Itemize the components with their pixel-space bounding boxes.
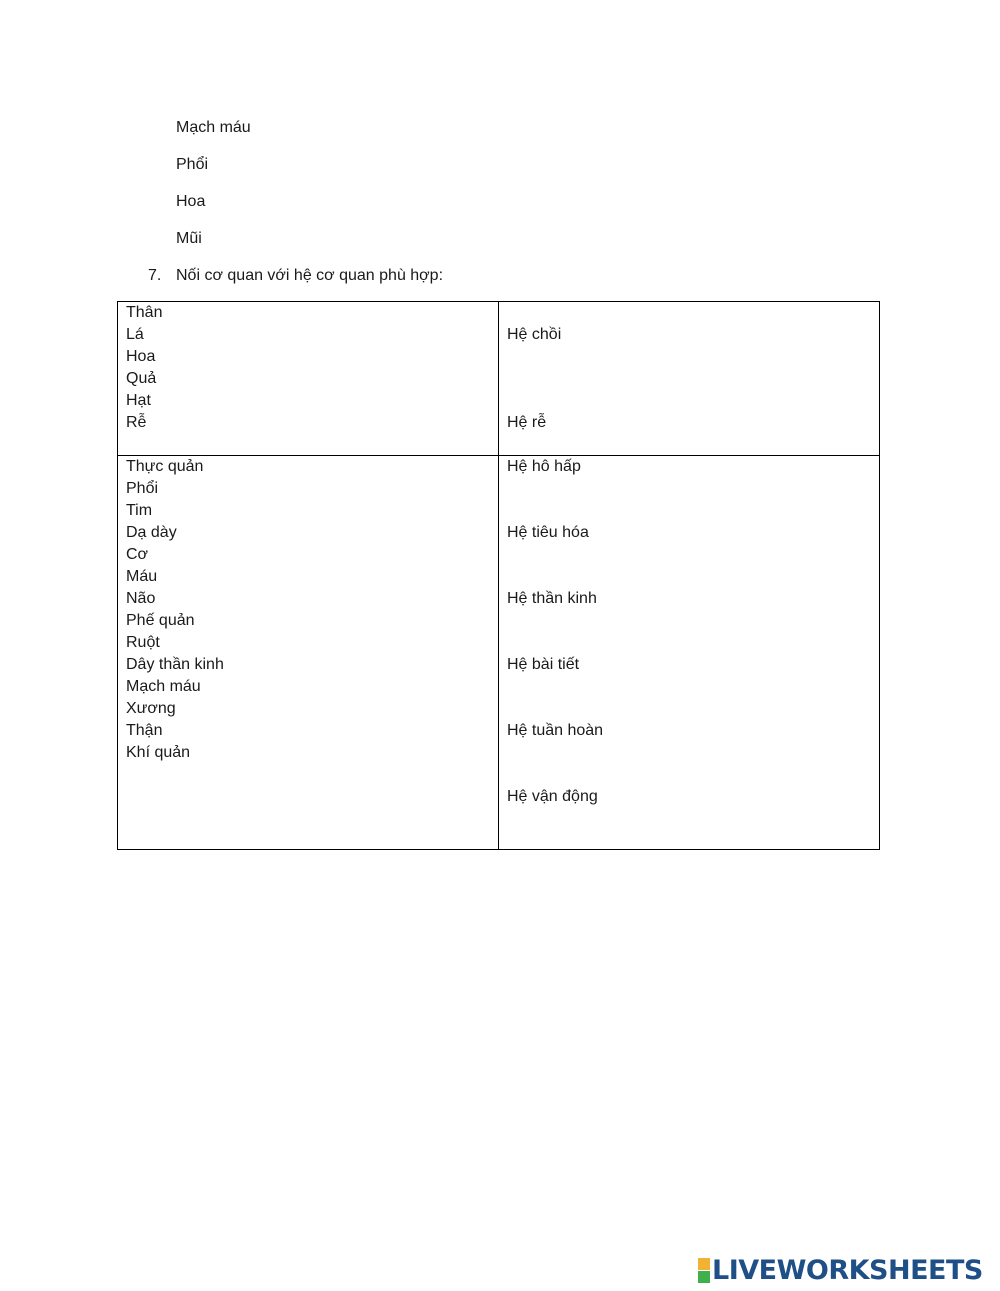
logo-mark-icon <box>698 1258 710 1283</box>
system-item[interactable]: Hệ tuần hoàn <box>507 722 604 739</box>
system-cell-plants <box>499 302 880 456</box>
list-item: Hoa <box>176 193 206 210</box>
list-item: Mạch máu <box>176 119 251 136</box>
system-cell-body <box>499 456 880 850</box>
system-item[interactable]: Hệ chồi <box>507 326 562 343</box>
list-item: Phổi <box>176 156 209 173</box>
matching-table <box>117 301 880 850</box>
table-row <box>118 302 880 456</box>
system-item[interactable]: Hệ rễ <box>507 414 547 431</box>
list-item: Mũi <box>176 230 202 247</box>
system-item[interactable]: Hệ bài tiết <box>507 656 580 673</box>
organ-cell-body <box>118 456 499 850</box>
organ-item[interactable]: Mạch máu <box>126 678 201 695</box>
organ-item[interactable]: Rễ <box>126 414 147 431</box>
system-item[interactable]: Hệ thần kinh <box>507 590 597 607</box>
organ-item[interactable]: Não <box>126 590 156 607</box>
organ-item[interactable]: Ruột <box>126 634 160 651</box>
organ-item[interactable]: Dạ dày <box>126 524 177 541</box>
organ-item[interactable]: Phế quản <box>126 612 195 629</box>
organ-item[interactable]: Phổi <box>126 480 159 497</box>
organ-cell-plants <box>118 302 499 456</box>
organ-item[interactable]: Tim <box>126 502 153 519</box>
question-number: 7. <box>148 267 162 284</box>
organ-item[interactable]: Thực quản <box>126 458 204 475</box>
question-7 <box>148 265 443 287</box>
organ-item[interactable]: Dây thần kinh <box>126 656 224 673</box>
organ-item[interactable]: Quả <box>126 370 157 387</box>
organ-item[interactable]: Khí quản <box>126 744 191 761</box>
system-item[interactable]: Hệ hô hấp <box>507 458 581 475</box>
system-item[interactable]: Hệ tiêu hóa <box>507 524 589 541</box>
organ-item[interactable]: Hoa <box>126 348 156 365</box>
system-item[interactable]: Hệ vận động <box>507 788 598 805</box>
organ-item[interactable]: Máu <box>126 568 158 585</box>
organ-item[interactable]: Hạt <box>126 392 151 409</box>
previous-answer-list <box>176 117 251 265</box>
table-row <box>118 456 880 850</box>
logo-text: LIVEWORKSHEETS <box>712 1254 983 1286</box>
organ-item[interactable]: Cơ <box>126 546 149 563</box>
question-text: Nối cơ quan với hệ cơ quan phù hợp: <box>176 267 444 284</box>
organ-item[interactable]: Thân <box>126 304 163 321</box>
liveworksheets-logo <box>698 1256 983 1284</box>
organ-item[interactable]: Lá <box>126 326 144 343</box>
organ-item[interactable]: Xương <box>126 700 176 717</box>
organ-item[interactable]: Thận <box>126 722 163 739</box>
